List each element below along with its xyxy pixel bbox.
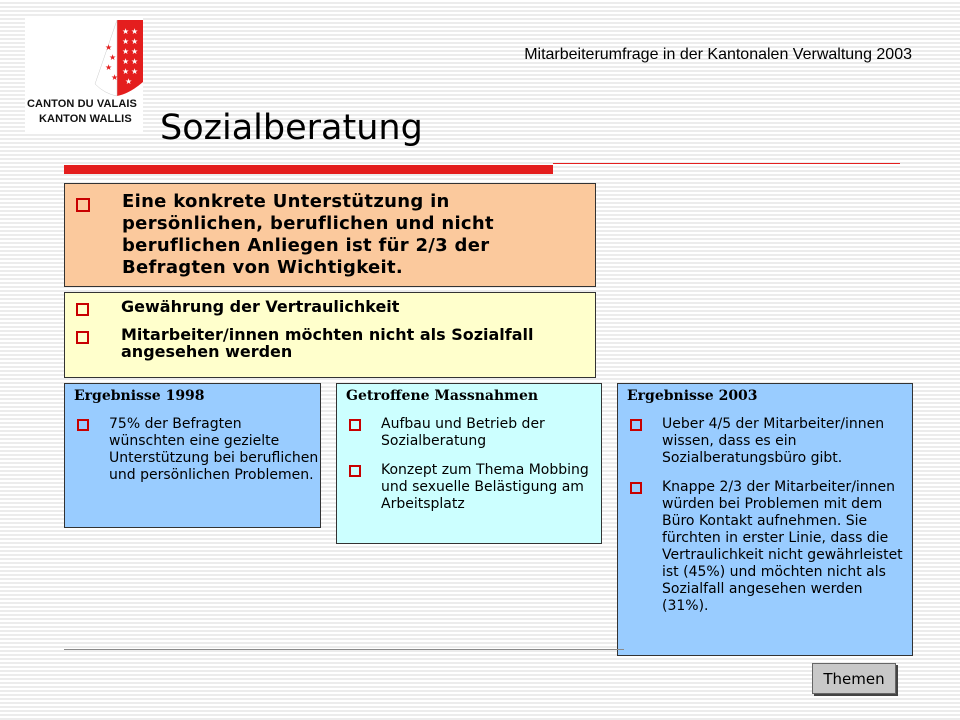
results-2003-box	[617, 383, 913, 656]
page-title: Sozialberatung	[160, 108, 423, 148]
survey-caption: Mitarbeiterumfrage in der Kantonalen Verwaltung 2003	[524, 46, 912, 63]
svg-text:★: ★	[105, 43, 113, 52]
svg-text:★: ★	[131, 47, 139, 56]
svg-text:★: ★	[122, 67, 130, 76]
square-bullet-icon	[349, 419, 361, 431]
square-bullet-icon	[76, 331, 89, 344]
results-1998-heading: Ergebnisse 1998	[74, 388, 205, 404]
svg-text:★: ★	[125, 77, 133, 86]
svg-text:★: ★	[105, 63, 113, 72]
square-bullet-icon	[630, 482, 642, 494]
list-item-text: Aufbau und Betrieb der Sozialberatung	[381, 416, 545, 449]
svg-text:★: ★	[122, 47, 130, 56]
svg-text:★: ★	[131, 37, 139, 46]
svg-text:★: ★	[122, 57, 130, 66]
measures-heading: Getroffene Massnahmen	[346, 388, 539, 404]
list-item	[630, 479, 912, 615]
svg-text:★: ★	[111, 73, 119, 82]
list-item	[349, 416, 601, 450]
svg-text:★: ★	[131, 57, 139, 66]
sub-points-box	[64, 292, 596, 378]
sub-point-text: Mitarbeiter/innen möchten nicht als Sozialfall angesehen werden	[121, 325, 534, 361]
square-bullet-icon	[630, 419, 642, 431]
themen-button[interactable]: Themen	[812, 663, 896, 694]
title-underline-bar	[64, 165, 553, 174]
sub-point	[76, 298, 595, 316]
svg-text:★: ★	[131, 67, 139, 76]
main-point-box	[64, 183, 596, 287]
svg-text:★: ★	[122, 37, 130, 46]
valais-coat-of-arms-icon	[25, 18, 143, 98]
main-point	[76, 191, 595, 279]
logo-text-french: CANTON DU VALAIS	[27, 98, 137, 110]
list-item	[630, 416, 912, 467]
list-item	[77, 416, 320, 484]
list-item-text: Ueber 4/5 der Mitarbeiter/innen wissen, dass es ein Sozialberatungsbüro gibt.	[662, 416, 885, 466]
title-underline-line	[553, 163, 900, 164]
logo-text-german: KANTON WALLIS	[39, 113, 132, 125]
results-1998-box	[64, 383, 321, 528]
svg-text:★: ★	[131, 27, 139, 36]
sub-point	[76, 326, 595, 360]
footer-divider	[64, 649, 624, 650]
list-item	[349, 462, 601, 513]
results-2003-heading: Ergebnisse 2003	[627, 388, 758, 404]
svg-text:★: ★	[109, 53, 117, 62]
square-bullet-icon	[76, 198, 90, 212]
square-bullet-icon	[77, 419, 89, 431]
square-bullet-icon	[76, 303, 89, 316]
sub-point-text: Gewährung der Vertraulichkeit	[121, 297, 400, 316]
list-item-text: Knappe 2/3 der Mitarbeiter/innen würden bei Problemen mit dem Büro Kontakt aufnehmen. Sie fürchten in erster Linie, dass die Vertraulichkeit nicht gewährleistet ist (45%) und möchten nicht als Sozialfall angesehen werden (31%).	[662, 479, 903, 614]
list-item-text: Konzept zum Thema Mobbing und sexuelle Belästigung am Arbeitsplatz	[381, 462, 589, 512]
measures-box	[336, 383, 602, 544]
canton-logo	[25, 18, 143, 134]
main-point-text: Eine konkrete Unterstützung in persönlichen, beruflichen und nicht beruflichen Anliegen ist für 2/3 der Befragten von Wichtigkeit.	[122, 191, 494, 278]
svg-text:★: ★	[122, 27, 130, 36]
square-bullet-icon	[349, 465, 361, 477]
list-item-text: 75% der Befragten wünschten eine gezielte Unterstützung bei beruflichen und persönlichen Problemen.	[109, 416, 319, 483]
